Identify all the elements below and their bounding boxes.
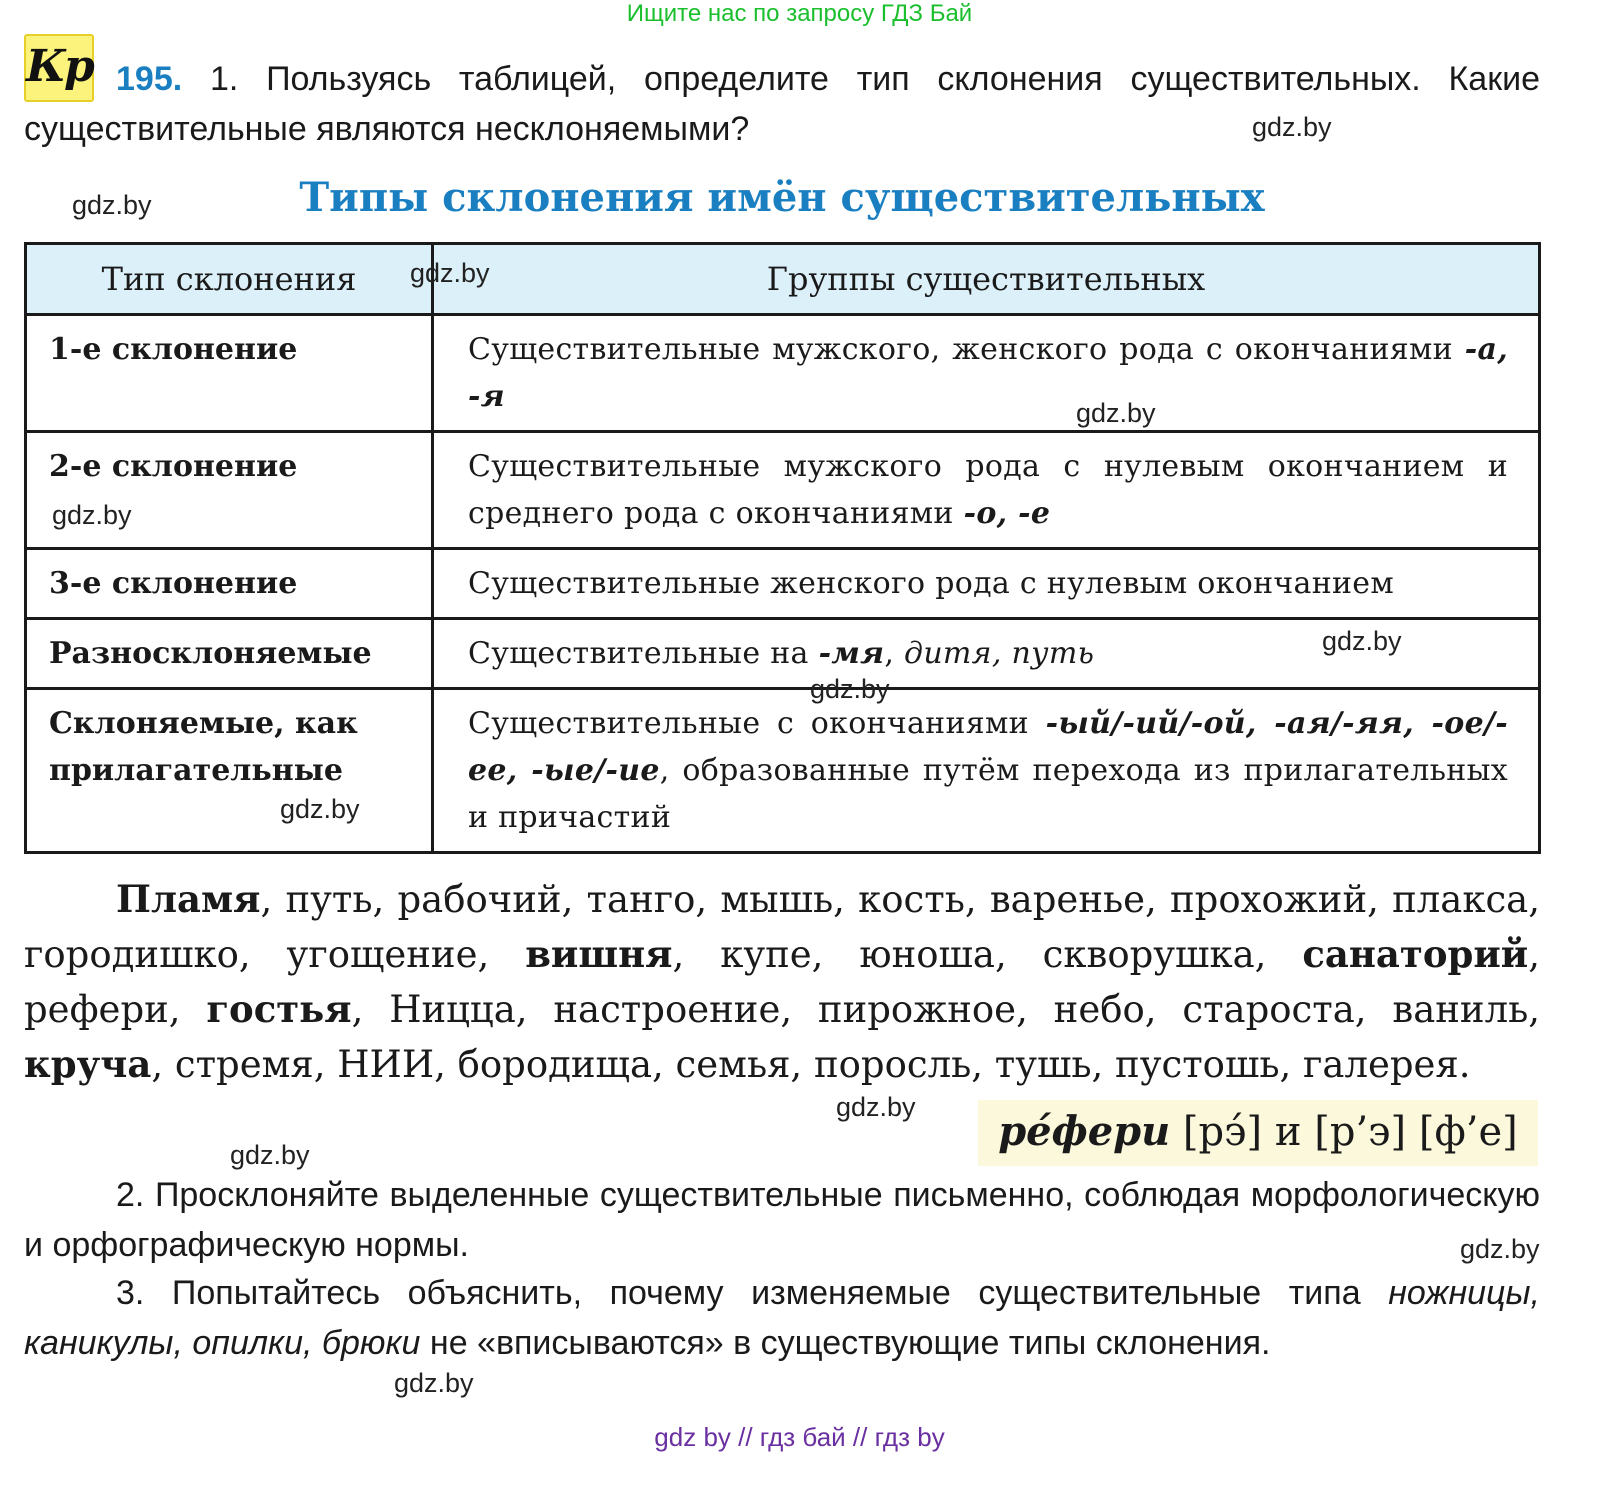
- control-work-icon: Кр: [24, 34, 94, 102]
- declension-type-cell: 1-е склонение: [26, 315, 433, 432]
- search-banner: Ищите нас по запросу ГДЗ Бай: [626, 0, 973, 27]
- noun-group-cell: [433, 549, 1540, 619]
- task3-text: 3. Попытайтесь объяснить, почему изменяемые существительные типа: [116, 1274, 1389, 1312]
- task3-examples: ножницы, каникулы, опилки, брюки: [24, 1274, 1540, 1362]
- declension-table: [24, 242, 1541, 854]
- watermark: gdz.by: [836, 1092, 916, 1122]
- highlighted-word: гостья: [206, 987, 352, 1031]
- watermark: gdz.by: [810, 674, 890, 704]
- word-list: [24, 872, 1540, 1092]
- ending-text: -мя: [818, 636, 885, 671]
- table-title: Типы склонения имён существительных: [299, 174, 1265, 221]
- noun-group-cell: [433, 689, 1540, 853]
- task-part2: 2. Просклоняйте выделенные существительные письменно, соблюдая морфологическую и орфографическую нормы.: [24, 1176, 1540, 1264]
- declension-type-cell: Разносклоняемые: [26, 619, 433, 689]
- table-row: [26, 432, 1540, 549]
- word-list-text: , путь, рабочий, танго, мышь, кость, варенье, прохожий, плакса, городишко, угощение,: [24, 878, 1540, 976]
- watermark: gdz.by: [394, 1368, 474, 1398]
- word-list-text: , стремя, НИИ, бородища, семья, поросль, тушь, пустошь, галерея.: [151, 1043, 1471, 1086]
- task3-text-end: не «вписываются» в существующие типы склонения.: [420, 1324, 1271, 1362]
- word-list-text: , рефери,: [24, 933, 1541, 1031]
- table-row: [26, 549, 1540, 619]
- note-word: ре́фери: [998, 1108, 1171, 1155]
- group-text: Существительные мужского рода с нулевым окончанием и среднего рода с окончаниями: [468, 449, 1508, 531]
- highlighted-word: круча: [24, 1042, 152, 1086]
- task-part3: [24, 1268, 1540, 1368]
- noun-group-cell: [433, 432, 1540, 549]
- watermark: gdz.by: [1076, 398, 1156, 428]
- table-header-row: [26, 244, 1540, 315]
- header-noun-groups: Группы существительных: [433, 244, 1540, 315]
- table-row: [26, 315, 1540, 432]
- declension-type-cell: 3-е склонение: [26, 549, 433, 619]
- watermark: gdz.by: [52, 500, 132, 530]
- note-transcription: [рэ́] и [р’э] [ф’е]: [1182, 1109, 1518, 1155]
- watermark: gdz.by: [1252, 112, 1332, 142]
- group-text: Существительные женского рода с нулевым окончанием: [468, 566, 1394, 601]
- watermark: gdz.by: [1460, 1234, 1540, 1264]
- highlighted-word: вишня: [525, 932, 673, 976]
- ending-text: -ый/-ий/-ой, -ая/-яя, -ое/-ее, -ые/-ие: [468, 706, 1508, 788]
- table-row: [26, 619, 1540, 689]
- task-part1-text: 1. Пользуясь таблицей, определите тип склонения существительных. Какие существительные являются несклоняемыми?: [24, 60, 1540, 148]
- watermark: gdz.by: [1322, 626, 1402, 656]
- highlighted-word: Пламя: [116, 877, 261, 921]
- group-text: Существительные с окончаниями: [468, 706, 1046, 741]
- watermark: gdz.by: [230, 1140, 310, 1170]
- declension-type-cell: Склоняемые, как прилагательные: [26, 689, 433, 853]
- group-text-sep: ,: [884, 636, 904, 671]
- table-row: [26, 689, 1540, 853]
- pronunciation-note: [978, 1100, 1538, 1166]
- header-declension-type: Тип склонения: [26, 244, 433, 315]
- watermark: gdz.by: [72, 190, 152, 220]
- example-words: дитя, путь: [904, 636, 1095, 671]
- footer-links: gdz by // гдз бай // гдз by: [654, 1422, 945, 1452]
- group-text-after: , образованные путём перехода из прилагательных и причастий: [468, 753, 1508, 835]
- declension-type-cell: 2-е склонение: [26, 432, 433, 549]
- word-list-text: , купе, юноша, скворушка,: [672, 933, 1303, 976]
- watermark: gdz.by: [410, 258, 490, 288]
- group-text: Существительные мужского, женского рода с окончаниями: [468, 332, 1465, 367]
- ending-text: -а, -я: [468, 332, 1508, 414]
- noun-group-cell: [433, 315, 1540, 432]
- task-number: 195.: [116, 60, 183, 98]
- word-list-text: , Ницца, настроение, пирожное, небо, староста, ваниль,: [351, 988, 1541, 1031]
- watermark: gdz.by: [280, 794, 360, 824]
- highlighted-word: санаторий: [1302, 932, 1529, 976]
- group-text: Существительные на: [468, 636, 819, 671]
- ending-text: -о, -е: [963, 496, 1051, 531]
